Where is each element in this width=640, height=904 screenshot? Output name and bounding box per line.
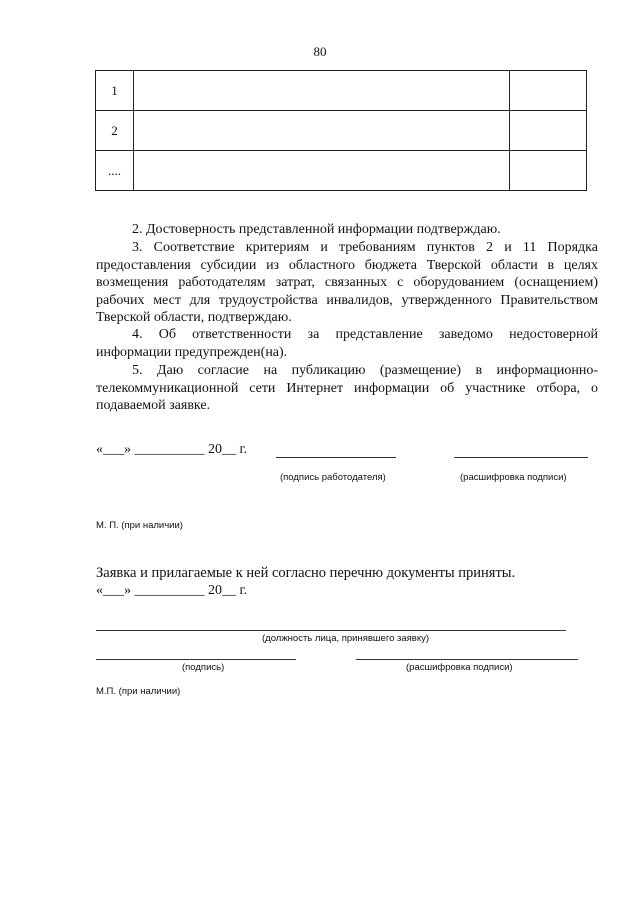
- signature-line: [276, 457, 396, 458]
- paragraph-4: 4. Об ответственности за представление заведомо недостоверной информации предупрежден(на).: [96, 327, 598, 360]
- row-number: 2: [96, 111, 134, 151]
- stamp-note: М.П. (при наличии): [96, 686, 181, 697]
- table-cell: [134, 151, 510, 191]
- row-number: 1: [96, 71, 134, 111]
- paragraph-3: 3. Соответствие критериям и требованиям пунктов 2 и 11 Порядка предоставления субсидии из областного бюджета Тверской области в целях возмещения работодателям затрат, связанных с оборудованием (оснащением) рабочих мест для трудоустройства инвалидов, утвержденного Правительством Тверской области, подтверждаю.: [96, 240, 598, 325]
- row-number: ....: [96, 151, 134, 191]
- paragraph-5: 5. Даю согласие на публикацию (размещение) в информационно-телекоммуникационной сети Интернет информации об участнике отбора, о подаваемой заявке.: [96, 363, 598, 413]
- position-label: (должность лица, принявшего заявку): [262, 633, 430, 644]
- table-row: [96, 151, 587, 191]
- data-table: [95, 70, 587, 191]
- stamp-note: М. П. (при наличии): [96, 520, 183, 531]
- table-row: [96, 111, 587, 151]
- signature-line: [96, 659, 296, 660]
- date-line: «___» __________ 20__ г.: [96, 442, 248, 457]
- table-cell: [134, 71, 510, 111]
- table-cell: [510, 71, 587, 111]
- paragraph-2: 2. Достоверность представленной информации подтверждаю.: [132, 222, 501, 237]
- decoding-line: [454, 457, 588, 458]
- table-row: [96, 71, 587, 111]
- accepted-text: Заявка и прилагаемые к ней согласно перечню документы приняты.: [96, 565, 516, 581]
- table-cell: [510, 111, 587, 151]
- decoding-label: (расшифровка подписи): [460, 472, 567, 483]
- date-line: «___» __________ 20__ г.: [96, 583, 248, 598]
- employer-signature-label: (подпись работодателя): [280, 472, 386, 483]
- decoding-label: (расшифровка подписи): [406, 662, 513, 673]
- signature-label: (подпись): [182, 662, 225, 673]
- page-number: 80: [313, 44, 327, 59]
- table-cell: [134, 111, 510, 151]
- position-line: [96, 630, 566, 631]
- decoding-line: [356, 659, 578, 660]
- table-cell: [510, 151, 587, 191]
